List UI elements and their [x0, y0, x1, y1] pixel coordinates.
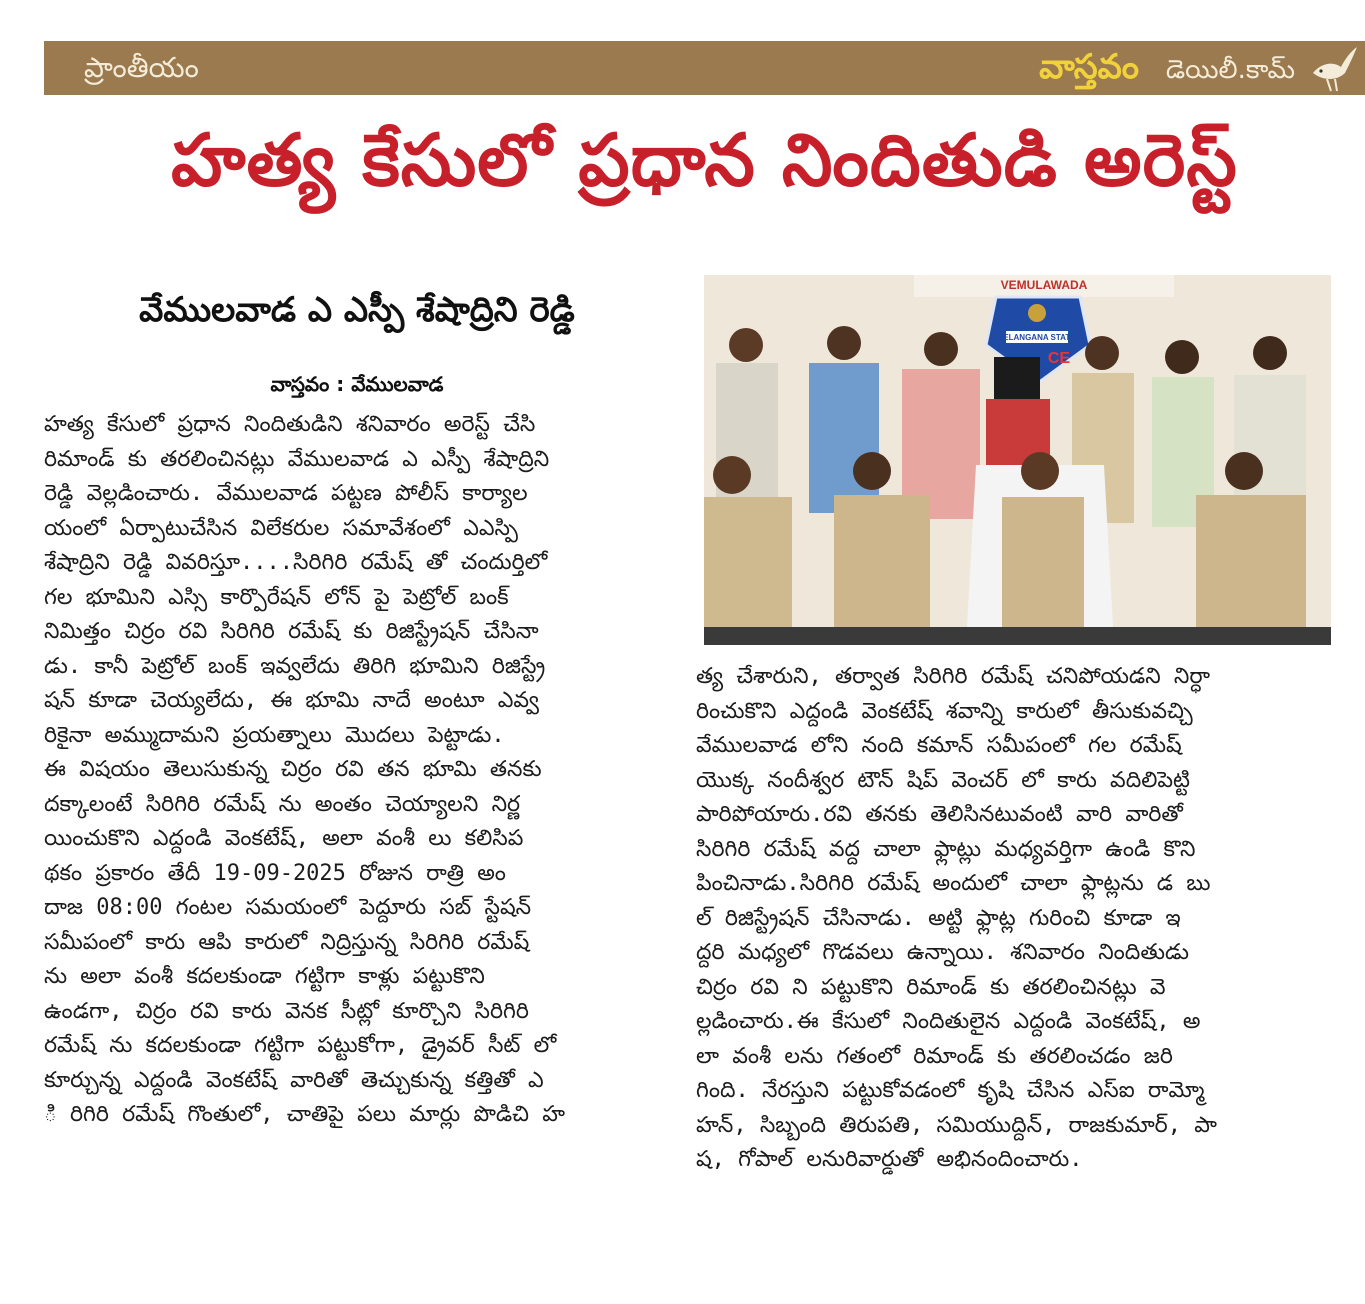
article-line: ల్లడించారు.ఈ కేసులో నిందితులైన ఎద్దండి వెంకటేష్, అ [696, 1009, 1201, 1034]
article-line: గల భూమిని ఎస్సి కార్పొరేషన్ లోన్ పై పెట్రోల్ బంక్ [44, 584, 509, 610]
section-label: ప్రాంతీయం [84, 51, 199, 84]
article-line: శేషాద్రిని రెడ్డి వివరిస్తూ....సిరిగిరి రమేష్ తో చందుర్తిలో [44, 550, 548, 575]
article-line: యొక్క నందీశ్వర టౌన్ షిప్ వెంచర్ లో కారు వదిలిపెట్టి [696, 767, 1190, 793]
article-line: దక్కాలంటే సిరిగిరి రమేష్ ను అంతం చెయ్యాలని నిర్ణ [44, 791, 521, 817]
subheadline: వేములవాడ ఎ ఎస్పీ శేషాద్రిని రెడ్డి [139, 290, 575, 330]
article-column-right [696, 660, 1336, 1178]
article-line: షన్ కూడా చెయ్యలేదు, ఈ భూమి నాదే అంటూ ఎవ్వ [44, 688, 539, 713]
masthead-logo: వాస్తవం [1039, 47, 1139, 87]
article-line: రమేష్ ను కదలకుండా గట్టిగా పట్టుకోగా, డ్రైవర్ సీట్ లో [44, 1033, 557, 1058]
article-line: రిమాండ్ కు తరలించినట్లు వేములవాడ ఎ ఎస్పీ శేషాద్రిని [44, 446, 550, 472]
dateline: వాస్తవం : వేములవాడ [270, 372, 444, 396]
article-line: హత్య కేసులో ప్రధాన నిందితుడిని శనివారం అరెస్ట్ చేసి [44, 412, 536, 437]
photo-illustration [704, 275, 1331, 645]
article-line: ఉండగా, చిర్రం రవి కారు వెనక సీట్లో కూర్చొని సిరిగిరి [44, 998, 529, 1024]
article-line: యంలో ఏర్పాటుచేసిన విలేకరుల సమావేశంలో ఎఎస్పి [44, 515, 518, 541]
article-line: ఈ విషయం తెలుసుకున్న చిర్రం రవి తన భూమి తనకు [44, 757, 542, 782]
article-line: గింది. నేరస్తుని పట్టుకోవడంలో కృషి చేసిన ఎస్ఐ రామ్మో [696, 1078, 1205, 1103]
article-line: పించినాడు.సిరిగిరి రమేష్ అందులో చాలా ఫ్లాట్లను డ బు [696, 871, 1211, 896]
article-line: వేములవాడ లోని నంది కమాన్ సమీపంలో గల రమేష్ [696, 733, 1182, 758]
article-line: కూర్చున్న ఎద్దండి వెంకటేష్ వారితో తెచ్చుకున్న కత్తితో ఎ [44, 1067, 544, 1093]
bird-icon [1307, 43, 1359, 93]
article-line: యించుకొని ఎద్దండి వెంకటేష్, అలా వంశీ లు కలిసిప [44, 826, 524, 851]
article-line: చిర్రం రవి ని పట్టుకొని రిమాండ్ కు తరలించినట్లు వె [696, 974, 1166, 1000]
article-line: సిరిగిరి రమేష్ వద్ద చాలా ఫ్లాట్లు మధ్యవర్తిగా ఉండి కొని [696, 836, 1196, 862]
section-header-bar [44, 41, 1365, 95]
article-line: రికైనా అమ్ముదామని ప్రయత్నాలు మొదలు పెట్టాడు. [44, 722, 505, 748]
article-line: లా వంశీ లను గతంలో రిమాండ్ కు తరలించడం జరి [696, 1043, 1173, 1069]
article-line: ష, గోపాల్ లనురివార్డుతో అభినందించారు. [696, 1147, 1083, 1172]
article-line: దాజ 08:00 గంటల సమయంలో పెద్దూరు సబ్ స్టేషన్ [44, 895, 532, 920]
article-line: రెడ్డి వెల్లడించారు. వేములవాడ పట్టణ పోలీస్ కార్యాల [44, 481, 528, 506]
headline: హత్య కేసులో ప్రధాన నిందితుడి అరెస్ట్ [171, 118, 1238, 202]
article-line: ను అలా వంశీ కదలకుండా గట్టిగా కాళ్లు పట్టుకొని [44, 964, 485, 989]
news-photo [704, 275, 1331, 645]
masthead-domain: డెయిలీ.కామ్ [1165, 55, 1295, 85]
badge-text: TELANGANA STATE [998, 333, 1076, 342]
article-line: రించుకొని ఎద్దండి వెంకటేష్ శవాన్ని కారులో తీసుకువచ్చి [696, 698, 1193, 724]
article-line: ద్దరి మధ్యలో గొడవలు ఉన్నాయి. శనివారం నిందితుడు [696, 940, 1189, 965]
article-line: నిమిత్తం చిర్రం రవి సిరిగిరి రమేష్ కు రిజిస్ట్రేషన్ చేసినా [44, 619, 539, 644]
article-line: సమీపంలో కారు ఆపి కారులో నిద్రిస్తున్న సిరిగిరి రమేష్ [44, 929, 530, 955]
photo-banner-text: VEMULAWADA [1000, 278, 1088, 292]
article-line: డు. కానీ పెట్రోల్ బంక్ ఇవ్వలేదు తిరిగి భూమిని రిజిస్ట్రే [44, 653, 546, 679]
article-line: హన్, సిబ్బంది తిరుపతి, సమియుద్దిన్, రాజకుమార్, పా [696, 1112, 1217, 1138]
article-column-left [44, 408, 670, 1133]
article-line: థకం ప్రకారం తేదీ 19-09-2025 రోజున రాత్రి అం [44, 860, 506, 886]
article-line: ల్ రిజిస్ట్రేషన్ చేసినాడు. అట్టి ఫ్లాట్ల గురించి కూడా ఇ [696, 905, 1181, 931]
article-line: ి రిగిరి రమేష్ గొంతులో, చాతిపై పలు మార్లు పొడిచి హ [44, 1102, 565, 1127]
badge-word: CE [1047, 350, 1071, 367]
article-line: త్య చేశారుని, తర్వాత సిరిగిరి రమేష్ చనిపోయడని నిర్ధా [696, 664, 1210, 689]
article-line: పారిపోయారు.రవి తనకు తెలిసినటువంటి వారి వారితో [696, 802, 1183, 827]
